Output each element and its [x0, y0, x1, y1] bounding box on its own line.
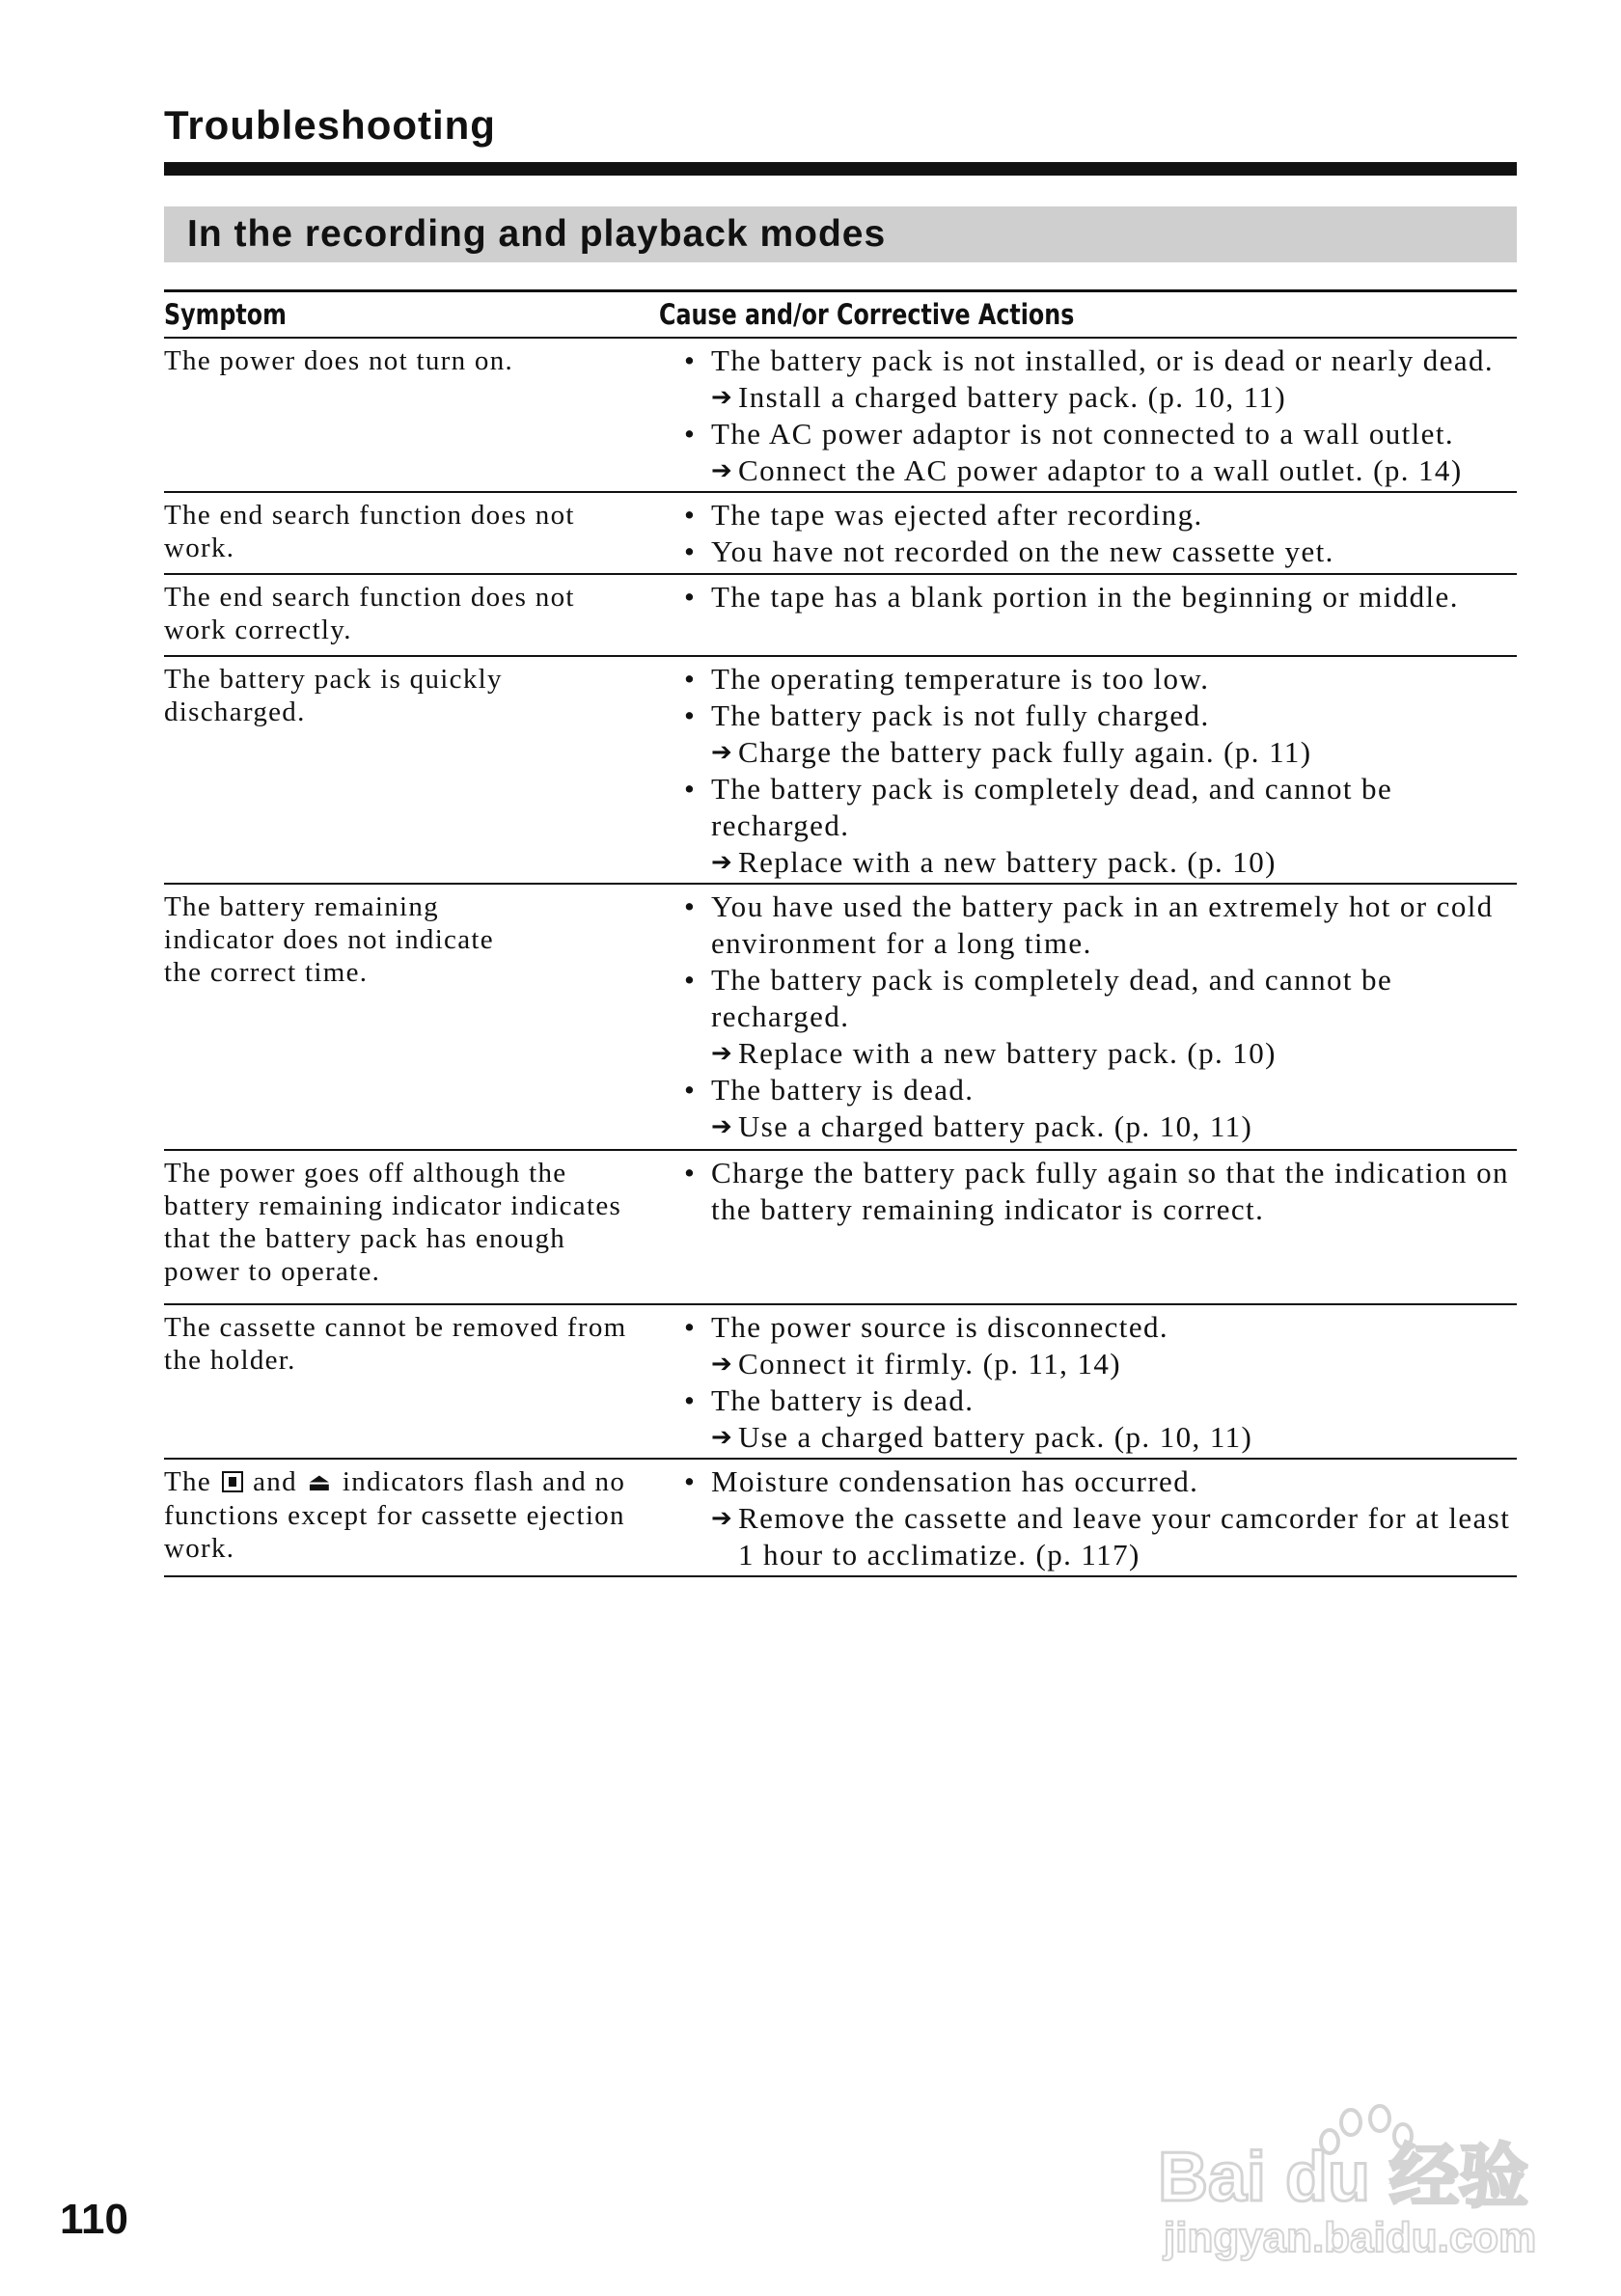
column-header-symptom: Symptom [164, 298, 287, 331]
cause-item: • The battery pack is not fully charged. [684, 698, 1210, 732]
causes-cell [659, 1460, 1517, 1575]
table-row [164, 885, 1517, 1151]
symptom-cell [164, 1460, 659, 1575]
bullet-icon: • [684, 662, 697, 696]
section-bar [164, 206, 1517, 262]
table-row [164, 1305, 1517, 1460]
arrow-right-icon: ➔ [711, 848, 734, 877]
causes-cell [659, 885, 1517, 1149]
eject-icon: ⏏ [307, 1468, 333, 1497]
table-row [164, 575, 1517, 657]
symptom-cell: The battery pack is quickly discharged. [164, 664, 503, 727]
watermark-line1: Bai du 经验 [1158, 2139, 1529, 2216]
arrow-right-icon: ➔ [711, 456, 734, 485]
table-row [164, 493, 1517, 575]
cause-item: • The battery is dead. [684, 1383, 975, 1417]
bullet-icon: • [684, 580, 697, 614]
corrective-action: ➔ Use a charged battery pack. (p. 10, 11) [711, 1420, 1253, 1454]
symptom-text: indicators flash and no functions except for cassette ejection work. [164, 1466, 626, 1564]
moisture-condensation-icon [222, 1471, 243, 1492]
corrective-action: ➔ Use a charged battery pack. (p. 10, 11) [711, 1109, 1253, 1143]
column-header-cause: Cause and/or Corrective Actions [659, 298, 1075, 331]
symptom-cell: The end search function does not work correctly. [164, 582, 575, 645]
arrow-right-icon: ➔ [711, 383, 734, 412]
corrective-action: ➔ Charge the battery pack fully again. (p. 11) [711, 735, 1312, 769]
header-rule [164, 162, 1517, 176]
causes-cell [659, 657, 1517, 883]
cause-item: • The tape has a blank portion in the beginning or middle. [684, 580, 1459, 614]
bullet-icon: • [684, 343, 697, 377]
cause-item: • The battery pack is completely dead, and cannot be recharged. [684, 963, 1393, 1033]
cause-item: • Charge the battery pack fully again so that the indication on the battery remaining indicator is correct. [684, 1156, 1509, 1226]
arrow-right-icon: ➔ [711, 1112, 734, 1141]
bullet-icon: • [684, 498, 697, 532]
troubleshooting-table [164, 289, 1517, 1577]
cause-item: • The power source is disconnected. [684, 1310, 1169, 1344]
corrective-action: ➔ Install a charged battery pack. (p. 10, 11) [711, 380, 1287, 414]
arrow-right-icon: ➔ [711, 738, 734, 767]
symptom-text: and [253, 1466, 297, 1497]
symptom-cell: The power goes off although the battery remaining indicator indicates that the battery pack has enough power to operate. [164, 1158, 622, 1287]
bullet-icon: • [684, 1156, 697, 1189]
cause-item: • The tape was ejected after recording. [684, 498, 1203, 532]
page-header [164, 102, 1517, 149]
symptom-cell: The cassette cannot be removed from the holder. [164, 1312, 627, 1376]
causes-cell [659, 493, 1517, 573]
causes-cell [659, 1151, 1517, 1303]
bullet-icon: • [684, 963, 697, 997]
table-row [164, 339, 1517, 493]
bullet-icon: • [684, 698, 697, 732]
bullet-icon: • [684, 889, 697, 923]
cause-item: • You have not recorded on the new cassette yet. [684, 534, 1334, 568]
page-number: 110 [60, 2196, 128, 2243]
causes-cell [659, 575, 1517, 655]
bullet-icon: • [684, 417, 697, 451]
baidu-paw-icon [1146, 2099, 1552, 2263]
cause-item: • The battery pack is not installed, or is dead or nearly dead. [684, 343, 1495, 377]
corrective-action: ➔ Remove the cassette and leave your camcorder for at least 1 hour to acclimatize. (p. 117) [711, 1501, 1511, 1572]
table-header [164, 292, 1517, 339]
corrective-action: ➔ Connect the AC power adaptor to a wall outlet. (p. 14) [711, 453, 1463, 487]
causes-cell [659, 1305, 1517, 1458]
symptom-cell: The battery remaining indicator does not indicate the correct time. [164, 891, 494, 988]
arrow-right-icon: ➔ [711, 1350, 734, 1379]
bullet-icon: • [684, 1310, 697, 1344]
arrow-right-icon: ➔ [711, 1423, 734, 1452]
causes-cell [659, 339, 1517, 491]
section-title: In the recording and playback modes [187, 213, 887, 255]
table-row [164, 1460, 1517, 1577]
bullet-icon: • [684, 772, 697, 806]
bullet-icon: • [684, 1073, 697, 1107]
corrective-action: ➔ Replace with a new battery pack. (p. 10) [711, 845, 1277, 879]
baidu-watermark [1146, 2099, 1552, 2263]
table-row [164, 657, 1517, 885]
cause-item: • The operating temperature is too low. [684, 662, 1210, 696]
table-row [164, 1151, 1517, 1305]
cause-item: • The AC power adaptor is not connected to a wall outlet. [684, 417, 1455, 451]
bullet-icon: • [684, 534, 697, 568]
arrow-right-icon: ➔ [711, 1039, 734, 1068]
symptom-cell: The end search function does not work. [164, 500, 575, 563]
bullet-icon: • [684, 1383, 697, 1417]
symptom-cell: The power does not turn on. [164, 345, 514, 376]
page-title: Troubleshooting [164, 102, 496, 148]
corrective-action: ➔ Replace with a new battery pack. (p. 10) [711, 1036, 1277, 1070]
arrow-right-icon: ➔ [711, 1504, 734, 1533]
corrective-action: ➔ Connect it firmly. (p. 11, 14) [711, 1347, 1122, 1380]
bullet-icon: • [684, 1464, 697, 1498]
watermark-line2: jingyan.baidu.com [1164, 2214, 1537, 2261]
symptom-text: The [164, 1466, 211, 1497]
cause-item: • The battery pack is completely dead, and cannot be recharged. [684, 772, 1393, 842]
cause-item: • You have used the battery pack in an extremely hot or cold environment for a long time. [684, 889, 1494, 960]
cause-item: • Moisture condensation has occurred. [684, 1464, 1199, 1498]
cause-item: • The battery is dead. [684, 1073, 975, 1107]
